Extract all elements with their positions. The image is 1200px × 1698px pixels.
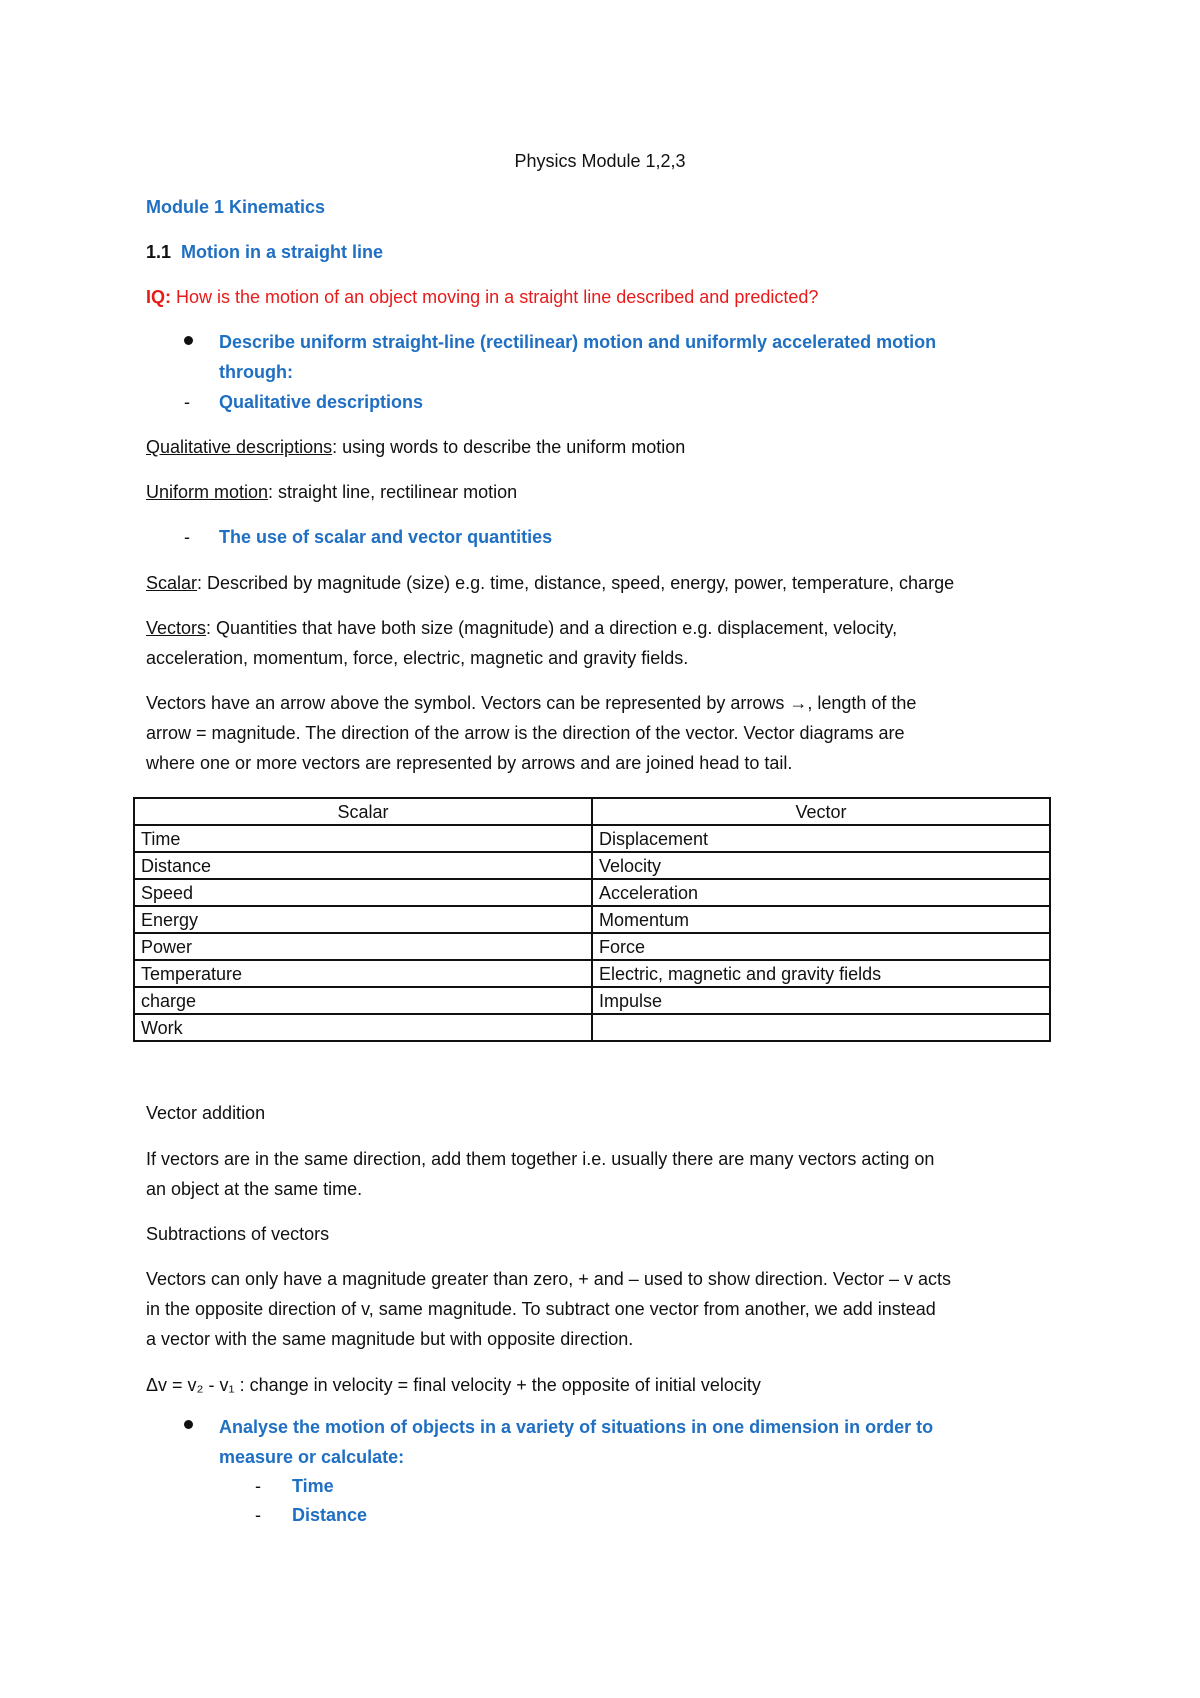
dash-marker: - (255, 1476, 261, 1496)
delta-v-equation: Δv = v₂ - v₁ : change in velocity = final velocity + the opposite of initial velocity (146, 1375, 761, 1395)
table-cell (592, 1014, 1050, 1041)
para-sub-1: Vectors can only have a magnitude greater than zero, + and – used to show direction. Vector – v acts (146, 1269, 951, 1289)
bullet1-line1: Describe uniform straight-line (rectilinear) motion and uniformly accelerated motion (219, 332, 937, 352)
iq-label: IQ: (146, 287, 171, 307)
subtractions-heading: Subtractions of vectors (146, 1224, 330, 1244)
table-row (134, 1014, 1050, 1041)
table-cell: Momentum (592, 906, 1050, 933)
table-header-scalar: Scalar (134, 798, 592, 825)
table-cell: Force (592, 933, 1050, 960)
bullet1-line2: through: (219, 362, 293, 382)
para-add-2: an object at the same time. (146, 1179, 363, 1199)
table-cell: Energy (134, 906, 592, 933)
table-row (134, 987, 1050, 1014)
def-vectors (146, 617, 897, 639)
module-heading: Module 1 Kinematics (146, 197, 326, 217)
table-cell: Temperature (134, 960, 592, 987)
def-qualitative (146, 436, 685, 458)
def-qualitative-text: : using words to describe the uniform motion (332, 437, 686, 457)
table-header-row (134, 798, 1050, 825)
section-number: 1.1 (146, 242, 172, 262)
bullet2-line1: Analyse the motion of objects in a variety of situations in one dimension in order to (219, 1417, 934, 1437)
def-vectors-line2: acceleration, momentum, force, electric, magnetic and gravity fields. (146, 648, 689, 668)
table-cell: Electric, magnetic and gravity fields (592, 960, 1050, 987)
table-cell: Acceleration (592, 879, 1050, 906)
para-sub-2: in the opposite direction of v, same magnitude. To subtract one vector from another, we add instead (146, 1299, 936, 1319)
dash-marker: - (184, 392, 190, 412)
table-cell: charge (134, 987, 592, 1014)
def-uniform-term: Uniform motion (146, 482, 269, 502)
table-cell: Distance (134, 852, 592, 879)
para-add-1: If vectors are in the same direction, add them together i.e. usually there are many vectors acting on (146, 1149, 935, 1169)
sub-time: Time (292, 1476, 334, 1496)
sub-scalar-vector: The use of scalar and vector quantities (219, 527, 553, 547)
table-cell: Speed (134, 879, 592, 906)
table-cell: Impulse (592, 987, 1050, 1014)
table-cell: Displacement (592, 825, 1050, 852)
bullet2-line2: measure or calculate: (219, 1447, 405, 1467)
section-heading (146, 241, 383, 263)
table-cell: Power (134, 933, 592, 960)
def-scalar (146, 572, 954, 594)
table-cell: Work (134, 1014, 592, 1041)
table-row (134, 825, 1050, 852)
def-qualitative-term: Qualitative descriptions (146, 437, 333, 457)
sub-distance: Distance (292, 1505, 368, 1525)
dash-marker: - (255, 1505, 261, 1525)
inquiry-question (146, 286, 818, 308)
dash-marker: - (184, 527, 190, 547)
bullet-icon (184, 336, 193, 345)
def-uniform-text: : straight line, rectilinear motion (268, 482, 518, 502)
def-uniform (146, 481, 517, 503)
bullet-icon (184, 1420, 193, 1429)
table-row (134, 879, 1050, 906)
vector-addition-heading: Vector addition (146, 1103, 266, 1123)
sub-qualitative: Qualitative descriptions (219, 392, 424, 412)
def-scalar-text: : Described by magnitude (size) e.g. time, distance, speed, energy, power, temperature, charge (197, 573, 955, 593)
table-row (134, 960, 1050, 987)
para-sub-3: a vector with the same magnitude but with opposite direction. (146, 1329, 634, 1349)
table-row (134, 906, 1050, 933)
table-header-vector: Vector (592, 798, 1050, 825)
def-vectors-text1: : Quantities that have both size (magnitude) and a direction e.g. displacement, velocity, (206, 618, 898, 638)
para-arrows-3: where one or more vectors are represented by arrows and are joined head to tail. (146, 753, 793, 773)
para-arrows-1: Vectors have an arrow above the symbol. Vectors can be represented by arrows →, length of the (146, 693, 917, 713)
page-title: Physics Module 1,2,3 (514, 151, 686, 171)
table-cell: Velocity (592, 852, 1050, 879)
table-cell: Time (134, 825, 592, 852)
section-title: Motion in a straight line (181, 242, 384, 262)
def-scalar-term: Scalar (146, 573, 198, 593)
table-row (134, 933, 1050, 960)
scalar-vector-table (133, 797, 1051, 1042)
table-row (134, 852, 1050, 879)
iq-text: How is the motion of an object moving in a straight line described and predicted? (176, 287, 819, 307)
def-vectors-term: Vectors (146, 618, 207, 638)
para-arrows-2: arrow = magnitude. The direction of the arrow is the direction of the vector. Vector diagrams are (146, 723, 905, 743)
